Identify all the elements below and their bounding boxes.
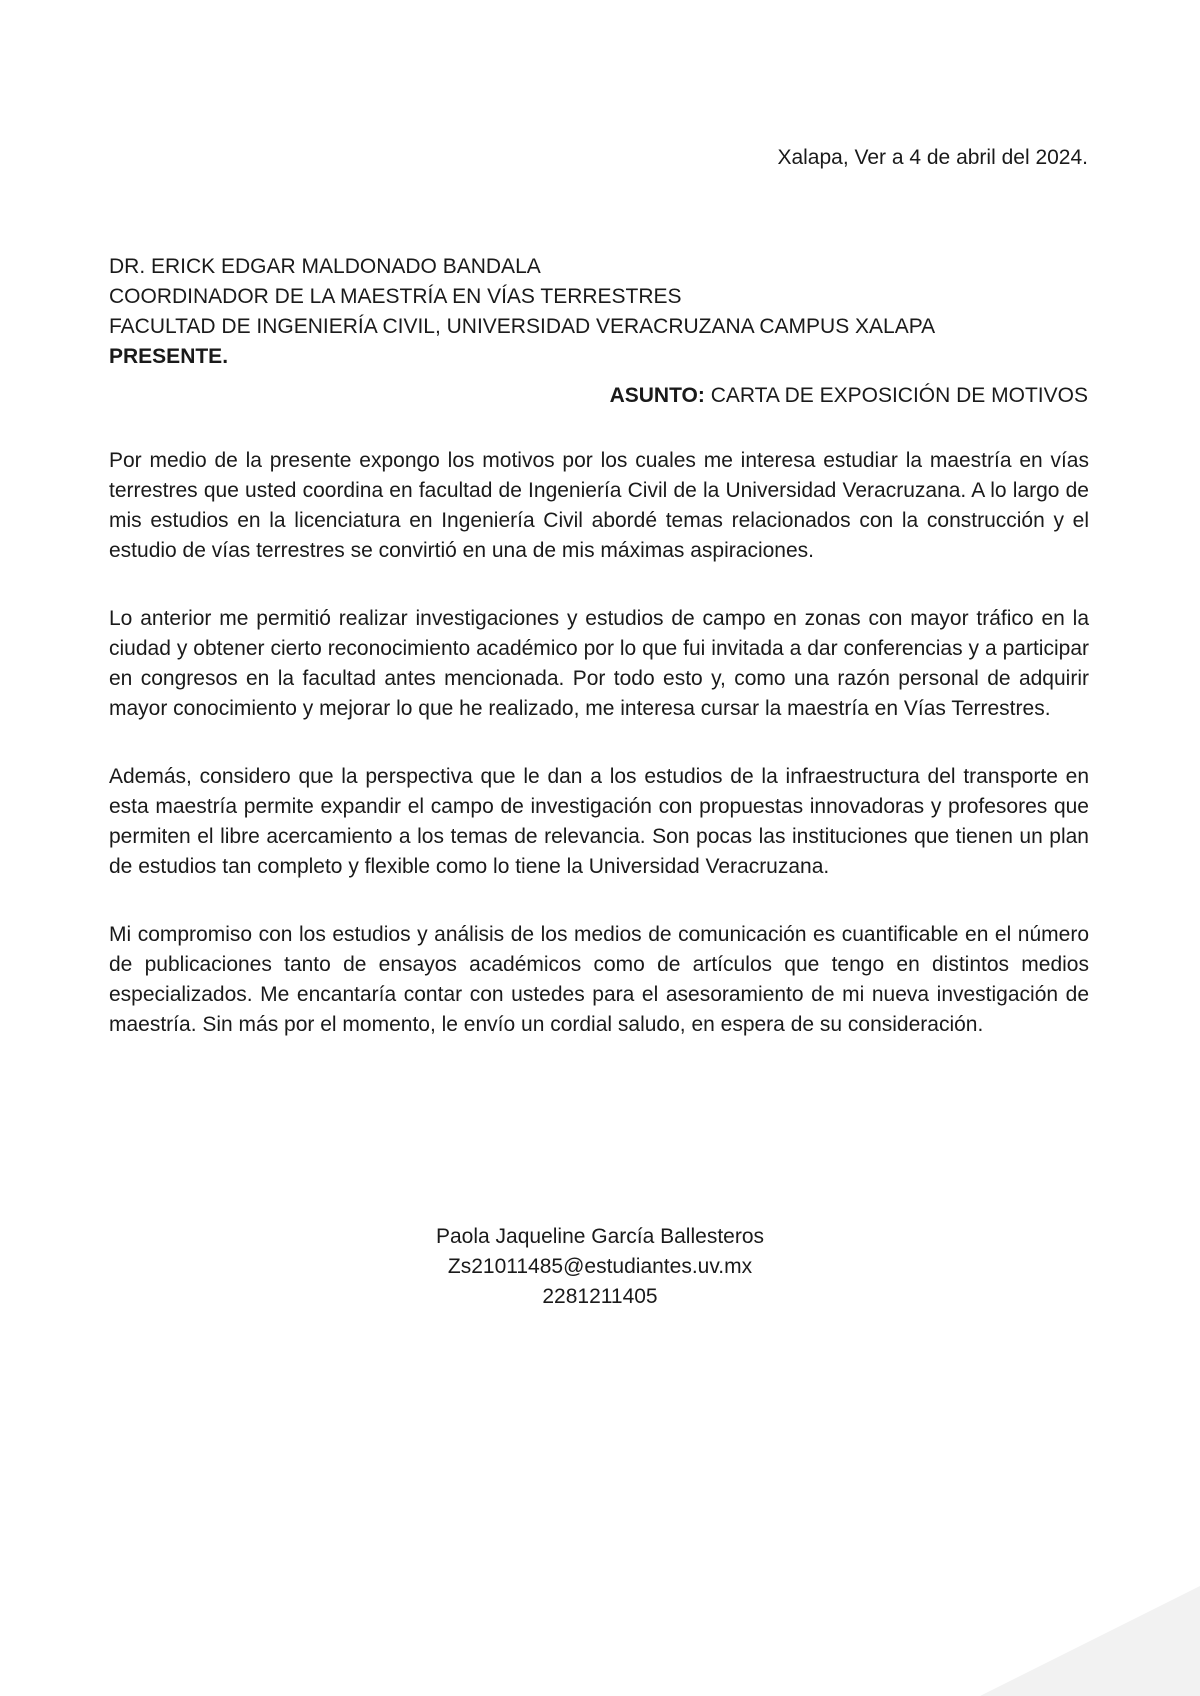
- subject-label: ASUNTO:: [609, 384, 705, 407]
- recipient-block: [109, 252, 1089, 372]
- recipient-institution: FACULTAD DE INGENIERÍA CIVIL, UNIVERSIDAD VERACRUZANA CAMPUS XALAPA: [109, 315, 936, 338]
- recipient-position: COORDINADOR DE LA MAESTRÍA EN VÍAS TERRESTRES: [109, 285, 682, 308]
- body-paragraph: Lo anterior me permitió realizar investigaciones y estudios de campo en zonas con mayor tráfico en la ciudad y obtener cierto reconocimiento académico por lo que fui invitada a dar conferencias y a participar en congresos en la facultad antes mencionada. Por todo esto y, como una razón personal de adquirir mayor conocimiento y mejorar lo que he realizado, me interesa cursar la maestría en Vías Terrestres.: [109, 607, 1089, 720]
- subject-line: [610, 381, 1088, 411]
- recipient-name: DR. ERICK EDGAR MALDONADO BANDALA: [109, 255, 541, 278]
- recipient-greeting: PRESENTE.: [109, 345, 229, 368]
- corner-decoration: [980, 1576, 1200, 1696]
- corner-shade-shape: [980, 1586, 1200, 1696]
- body-paragraph: Mi compromiso con los estudios y análisis de los medios de comunicación es cuantificable en el número de publicaciones tanto de ensayos académicos como de artículos que tengo en distintos medios especializados. Me encantaría contar con ustedes para el asesoramiento de mi nueva investigación de maestría. Sin más por el momento, le envío un cordial saludo, en espera de su consideración.: [109, 923, 1089, 1036]
- body-paragraph: Además, considero que la perspectiva que le dan a los estudios de la infraestructura del transporte en esta maestría permite expandir el campo de investigación con propuestas innovadoras y profesores que permiten el libre acercamiento a los temas de relevancia. Son pocas las instituciones que tienen un plan de estudios tan completo y flexible como lo tiene la Universidad Veracruzana.: [109, 765, 1089, 878]
- signature-name: Paola Jaqueline García Ballesteros: [435, 1225, 765, 1248]
- signature-email: Zs21011485@estudiantes.uv.mx: [447, 1255, 753, 1278]
- letter-body: [109, 446, 1089, 1078]
- signature-block: [0, 1222, 1200, 1312]
- letter-date: Xalapa, Ver a 4 de abril del 2024.: [777, 146, 1088, 169]
- signature-phone: 2281211405: [542, 1285, 658, 1308]
- body-paragraph: Por medio de la presente expongo los motivos por los cuales me interesa estudiar la maestría en vías terrestres que usted coordina en facultad de Ingeniería Civil de la Universidad Veracruzana. A lo largo de mis estudios en la licenciatura en Ingeniería Civil abordé temas relacionados con la construcción y el estudio de vías terrestres se convirtió en una de mis máximas aspiraciones.: [109, 449, 1089, 562]
- subject-text: CARTA DE EXPOSICIÓN DE MOTIVOS: [704, 384, 1088, 407]
